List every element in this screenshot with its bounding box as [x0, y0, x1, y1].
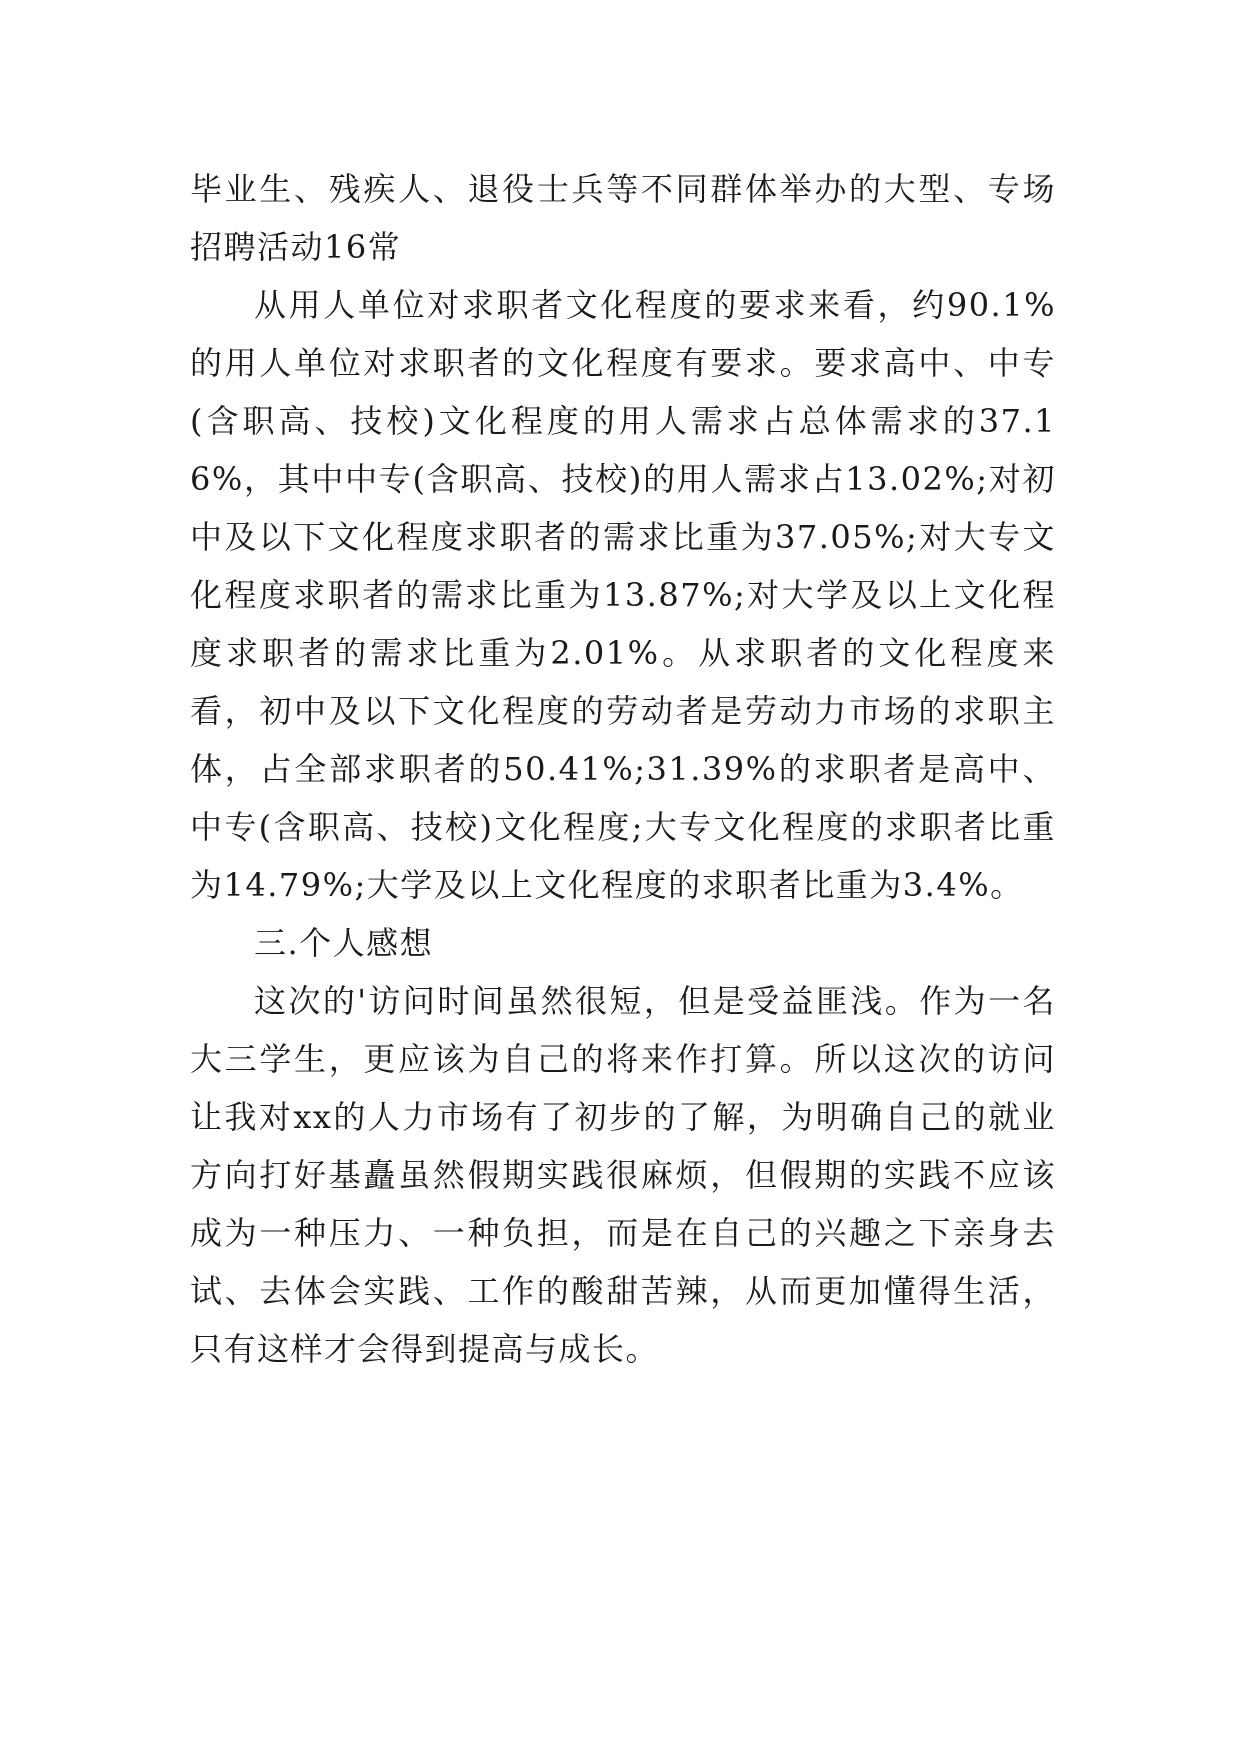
paragraph-education-requirements: 从用人单位对求职者文化程度的要求来看，约90.1%的用人单位对求职者的文化程度有要求。要求高中、中专(含职高、技校)文化程度的用人需求占总体需求的37.16%，其中中专(含职高、技校)的用人需求占13.02%;对初中及以下文化程度求职者的需求比重为37.05%;对大专文化程度求职者的需求比重为13.87%;对大学及以上文化程度求职者的需求比重为2.01%。从求职者的文化程度来看，初中及以下文化程度的劳动者是劳动力市场的求职主体，占全部求职者的50.41%;31.39%的求职者是高中、中专(含职高、技校)文化程度;大专文化程度的求职者比重为14.79%;大学及以上文化程度的求职者比重为3.4%。: [190, 286, 1056, 904]
paragraph-continuation: 毕业生、残疾人、退役士兵等不同群体举办的大型、专场招聘活动16常: [190, 170, 1056, 266]
section-heading-personal-reflection: 三.个人感想: [254, 924, 434, 962]
document-body: [190, 160, 1056, 1378]
paragraph-personal-reflection: 这次的'访问时间虽然很短，但是受益匪浅。作为一名大三学生，更应该为自己的将来作打算。所以这次的访问让我对xx的人力市场有了初步的了解，为明确自己的就业方向打好基矗虽然假期实践很麻烦，但假期的实践不应该成为一种压力、一种负担，而是在自己的兴趣之下亲身去试、去体会实践、工作的酸甜苦辣，从而更加懂得生活，只有这样才会得到提高与成长。: [190, 982, 1056, 1368]
